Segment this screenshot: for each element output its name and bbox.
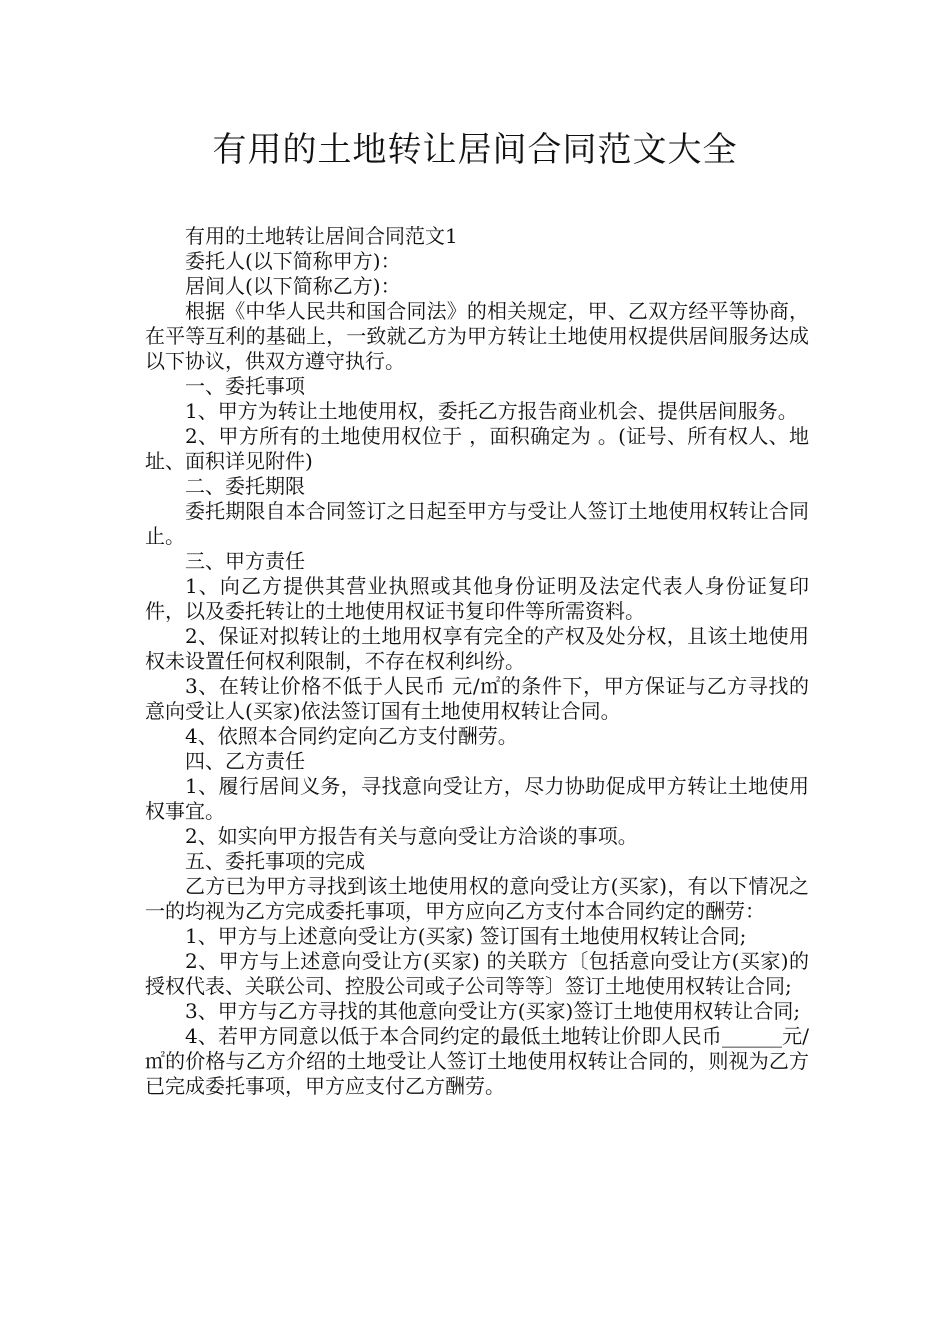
paragraph: 4、若甲方同意以低于本合同约定的最低土地转让价即人民币______元/㎡的价格与乙方介绍的土地受让人签订土地使用权转让合同的，则视为乙方已完成委托事项，甲方应支付乙方酬劳。	[145, 1024, 809, 1098]
document-title: 有用的土地转让居间合同范文大全	[212, 130, 738, 170]
paragraph: 1、履行居间义务，寻找意向受让方，尽力协助促成甲方转让土地使用权事宜。	[145, 774, 809, 823]
section-heading: 四、乙方责任	[185, 749, 305, 773]
section-heading: 一、委托事项	[185, 374, 305, 398]
paragraph: 居间人(以下简称乙方)：	[185, 274, 401, 298]
paragraph: 委托人(以下简称甲方)：	[185, 249, 401, 273]
paragraph: 2、如实向甲方报告有关与意向受让方洽谈的事项。	[185, 824, 638, 848]
paragraph: 有用的土地转让居间合同范文1	[185, 224, 458, 248]
document-body	[145, 224, 809, 1099]
paragraph: 3、甲方与乙方寻找的其他意向受让方(买家)签订土地使用权转让合同;	[185, 999, 801, 1023]
section-heading: 三、甲方责任	[185, 549, 305, 573]
paragraph: 根据《中华人民共和国合同法》的相关规定，甲、乙双方经平等协商，在平等互利的基础上，一致就乙方为甲方转让土地使用权提供居间服务达成以下协议，供双方遵守执行。	[145, 299, 809, 373]
paragraph: 乙方已为甲方寻找到该土地使用权的意向受让方(买家)，有以下情况之一的均视为乙方完成委托事项，甲方应向乙方支付本合同约定的酬劳：	[145, 874, 809, 923]
paragraph: 1、甲方为转让土地使用权，委托乙方报告商业机会、提供居间服务。	[185, 399, 798, 423]
paragraph: 2、甲方与上述意向受让方(买家) 的关联方〔包括意向受让方(买家)的授权代表、关联公司、控股公司或子公司等等〕签订土地使用权转让合同;	[145, 949, 809, 998]
paragraph: 3、在转让价格不低于人民币 元/㎡的条件下，甲方保证与乙方寻找的意向受让人(买家)依法签订国有土地使用权转让合同。	[145, 674, 809, 723]
paragraph: 4、依照本合同约定向乙方支付酬劳。	[185, 724, 518, 748]
paragraph: 1、甲方与上述意向受让方(买家) 签订国有土地使用权转让合同;	[185, 924, 747, 948]
paragraph: 1、向乙方提供其营业执照或其他身份证明及法定代表人身份证复印件，以及委托转让的土地使用权证书复印件等所需资料。	[145, 574, 809, 623]
paragraph: 2、保证对拟转让的土地用权享有完全的产权及处分权，且该土地使用权未设置任何权利限制，不存在权利纠纷。	[145, 624, 809, 673]
paragraph: 委托期限自本合同签订之日起至甲方与受让人签订土地使用权转让合同止。	[145, 499, 809, 548]
section-heading: 五、委托事项的完成	[185, 849, 365, 873]
section-heading: 二、委托期限	[185, 474, 305, 498]
paragraph: 2、甲方所有的土地使用权位于 ，面积确定为 。(证号、所有权人、地址、面积详见附件)	[145, 424, 809, 473]
